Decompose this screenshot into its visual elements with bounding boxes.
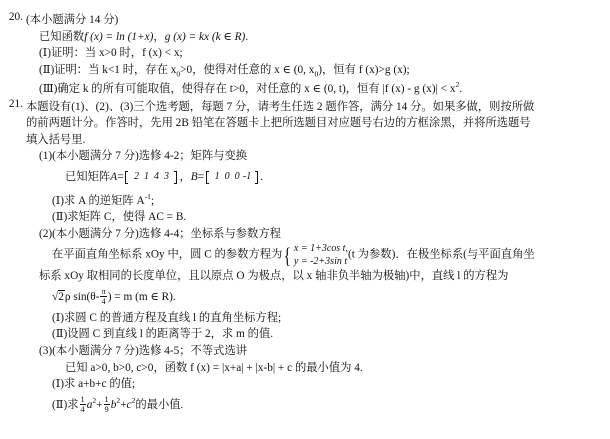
problem-21-number: 21.	[8, 97, 23, 110]
problem-20-f: f (x) = ln (1+x)	[84, 30, 154, 43]
problem-20-part2: (Ⅱ)证明：当 k<1 时，存在 $x_0>0$，使得对任意的 x ∈ (0, $x_0$)，恒有 f (x)>g (x);	[39, 63, 410, 79]
fraction-one-quarter: $\frac{1}{4}$	[80, 394, 85, 415]
matrix-b: 1 0 0 -1	[205, 171, 259, 184]
problem-21	[0, 99, 610, 418]
problem-21-3-given: 已知 a>0, b>0, c>0，函数 f (x) = |x+a| + |x-b| + c 的最小值为 4.	[65, 361, 363, 374]
problem-20-part3: (Ⅲ)确定 k 的所有可能取值，使得存在 t>0，对任意的 x ∈ (0, t)，恒有 |f (x) - g $(x)| < x^2$.	[39, 80, 463, 95]
problem-21-intro-line-3: 填入括号里.	[26, 133, 86, 146]
problem-20	[0, 12, 610, 98]
problem-21-2-line-3: √2ρ sin(θ- $\frac{\pi}{4}$ ) = m (m ∈ R).	[26, 285, 610, 310]
matrix-a: 2 1 4 3	[124, 171, 178, 184]
problem-21-2-q2: (Ⅱ)设圆 C 到直线 l 的距离等于 2，求 m 的值.	[52, 328, 274, 341]
problem-20-header: (本小题满分 14 分)	[26, 14, 119, 26]
problem-21-intro-line-2: 的前两题计分。作答时，先用 2B 铅笔在答题卡上把所选题目对应题号右边的方框涂黑，并将所选题号	[26, 117, 531, 130]
fraction-one-ninth: $\frac{1}{9}$	[104, 394, 109, 415]
problem-20-g: g (x) = kx (k ∈ R)	[164, 30, 246, 43]
parametric-equations: { x = 1+3cos t, y = -2+3sin t	[283, 242, 348, 268]
sqrt-2: √2	[52, 291, 64, 304]
problem-21-2-line-1: 在平面直角坐标系 xOy 中，圆 C 的参数方程为 { x = 1+3cos t, y = -2+3sin t (t 为参数)．在极坐标系(与平面直角坐	[52, 242, 535, 268]
problem-21-1-title: (1)(本小题满分 7 分)选修 4-2；矩阵与变换	[39, 150, 248, 163]
problem-21-3-q1: (Ⅰ)求 a+b+c 的值;	[52, 378, 136, 391]
problem-21-2-title: (2)(本小题满分 7 分)选修 4-4；坐标系与参数方程	[39, 227, 281, 240]
problem-20-part1: (Ⅰ)证明：当 x>0 时，f (x) < x;	[39, 47, 183, 60]
problem-21-2-q1: (Ⅰ)求圆 C 的普通方程及直线 l 的直角坐标方程;	[52, 311, 282, 324]
fraction-pi-4: $\frac{\pi}{4}$	[101, 287, 106, 307]
exam-page	[0, 12, 610, 439]
problem-21-intro-line-1: 本题设有(1)、(2)、(3)三个选考题，每题 7 分，请考生任选 2 题作答，满分 14 分。如果多做，则按所做	[26, 100, 535, 113]
problem-20-number: 20.	[8, 11, 23, 23]
problem-20-body	[26, 12, 610, 98]
problem-21-1-q2: (Ⅱ)求矩阵 C，使得 AC = B.	[52, 211, 187, 224]
problem-21-1-given: 已知矩阵A= 2 1 4 3 ，B= 1 0 0 -1 .	[65, 170, 263, 183]
problem-21-3-q2: (Ⅱ)求 $\frac{1}{4}$ $a^2+$ $\frac{1}{9}$ $b^2+c^2$的最小值.	[52, 394, 184, 415]
problem-21-body	[26, 99, 610, 418]
problem-21-2-line-2: 标系 xOy 取相同的长度单位，且以原点 O 为极点，以 x 轴非负半轴为极轴)中，直线 l 的方程为	[39, 270, 509, 283]
problem-21-1-q1: (Ⅰ)求 A 的逆矩阵 $A^{-1}$;	[52, 191, 155, 207]
problem-20-given: 已知函数f (x) = ln (1+x)，g (x) = kx (k ∈ R).	[39, 30, 249, 43]
problem-21-3-title: (3)(本小题满分 7 分)选修 4-5；不等式选讲	[39, 345, 248, 358]
